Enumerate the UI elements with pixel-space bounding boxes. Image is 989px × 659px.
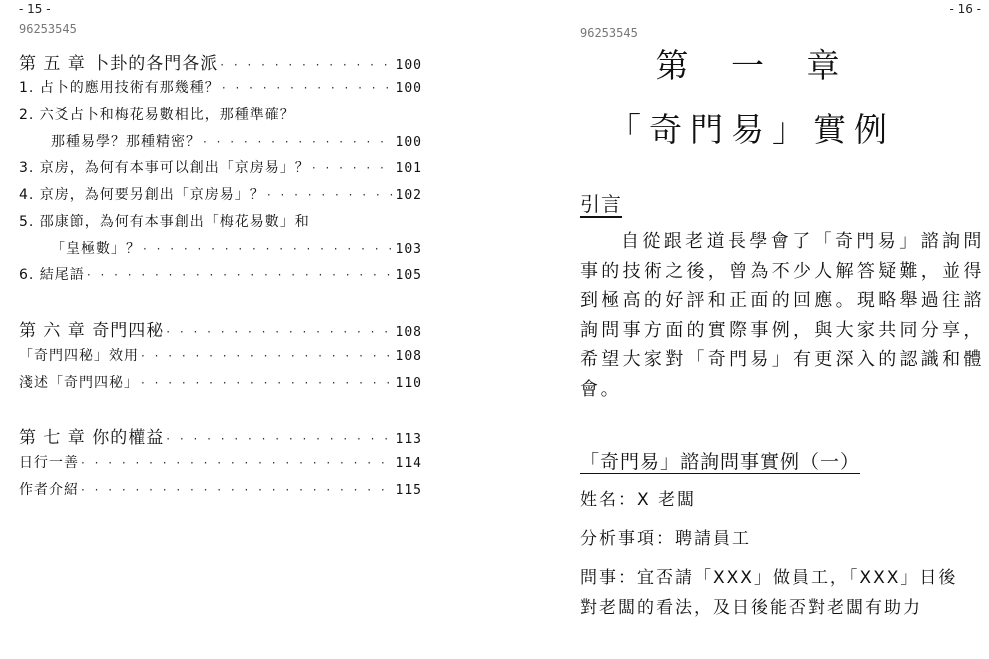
section-heading: 引言 — [580, 192, 622, 216]
toc-entry: 那種易學？那種精密？ · · · 100 — [19, 131, 422, 151]
toc-entry: 作者介紹 · · · 115 — [19, 479, 422, 499]
toc-entry: 5. 邵康節，為何有本事創出「梅花易數」和 — [19, 214, 310, 230]
left-page — [0, 0, 494, 659]
toc-entry: 第 六 章 奇門四秘 · · · 108 — [19, 316, 422, 341]
right-page — [494, 0, 989, 659]
intro-paragraph: 自從跟老道長學會了「奇門易」諮詢問事的技術之後，曾為不少人解答疑難，並得到極高的好評和正面的回應。現略舉過往諮詢問事方面的實際事例，與大家共同分享，希望大家對「奇門易」有更深入的認識和體會。 — [580, 231, 984, 400]
case-heading: 「奇門易」諮詢問事實例（一） — [580, 451, 861, 473]
toc-entry: 「奇門四秘」效用 · · · 108 — [19, 345, 422, 365]
case-question-line-1: 問事：宜否請「XXX」做員工，「XXX」日後 — [580, 568, 958, 588]
page-number: - 16 - — [949, 2, 981, 16]
toc-entry: 「皇極數」？ · · · 103 — [19, 238, 422, 258]
case-item: 分析事項：聘請員工 — [580, 529, 751, 549]
chapter-subtitle: 「奇門易」實例 — [608, 110, 895, 149]
toc-entry: 第 五 章 卜卦的各門各派 · · · 100 — [19, 49, 422, 74]
toc-entry: 2. 六爻占卜和梅花易數相比，那種準確？ — [19, 107, 295, 123]
chapter-title: 第 一 章 — [655, 46, 856, 85]
toc-entry: 日行一善 · · · 114 — [19, 452, 422, 472]
case-question-line-2: 對老闆的看法，及日後能否對老闆有助力 — [580, 598, 922, 618]
serial-number: 96253545 — [580, 26, 638, 40]
toc-entry: 3. 京房，為何有本事可以創出「京房易」？ · · · 101 — [19, 157, 422, 177]
case-name: 姓名：X 老闆 — [580, 490, 697, 510]
toc-entry: 第 七 章 你的權益 · · · 113 — [19, 423, 422, 448]
toc-entry: 6. 結尾語 · · · 105 — [19, 264, 422, 284]
toc-entry: 淺述「奇門四秘」 · · · 110 — [19, 372, 422, 392]
serial-number: 96253545 — [19, 22, 77, 36]
toc-entry: 4. 京房，為何要另創出「京房易」？ · · · 102 — [19, 184, 422, 204]
toc-entry: 1. 占卜的應用技術有那幾種？ · · · 100 — [19, 77, 422, 97]
page-number: - 15 - — [19, 2, 51, 16]
